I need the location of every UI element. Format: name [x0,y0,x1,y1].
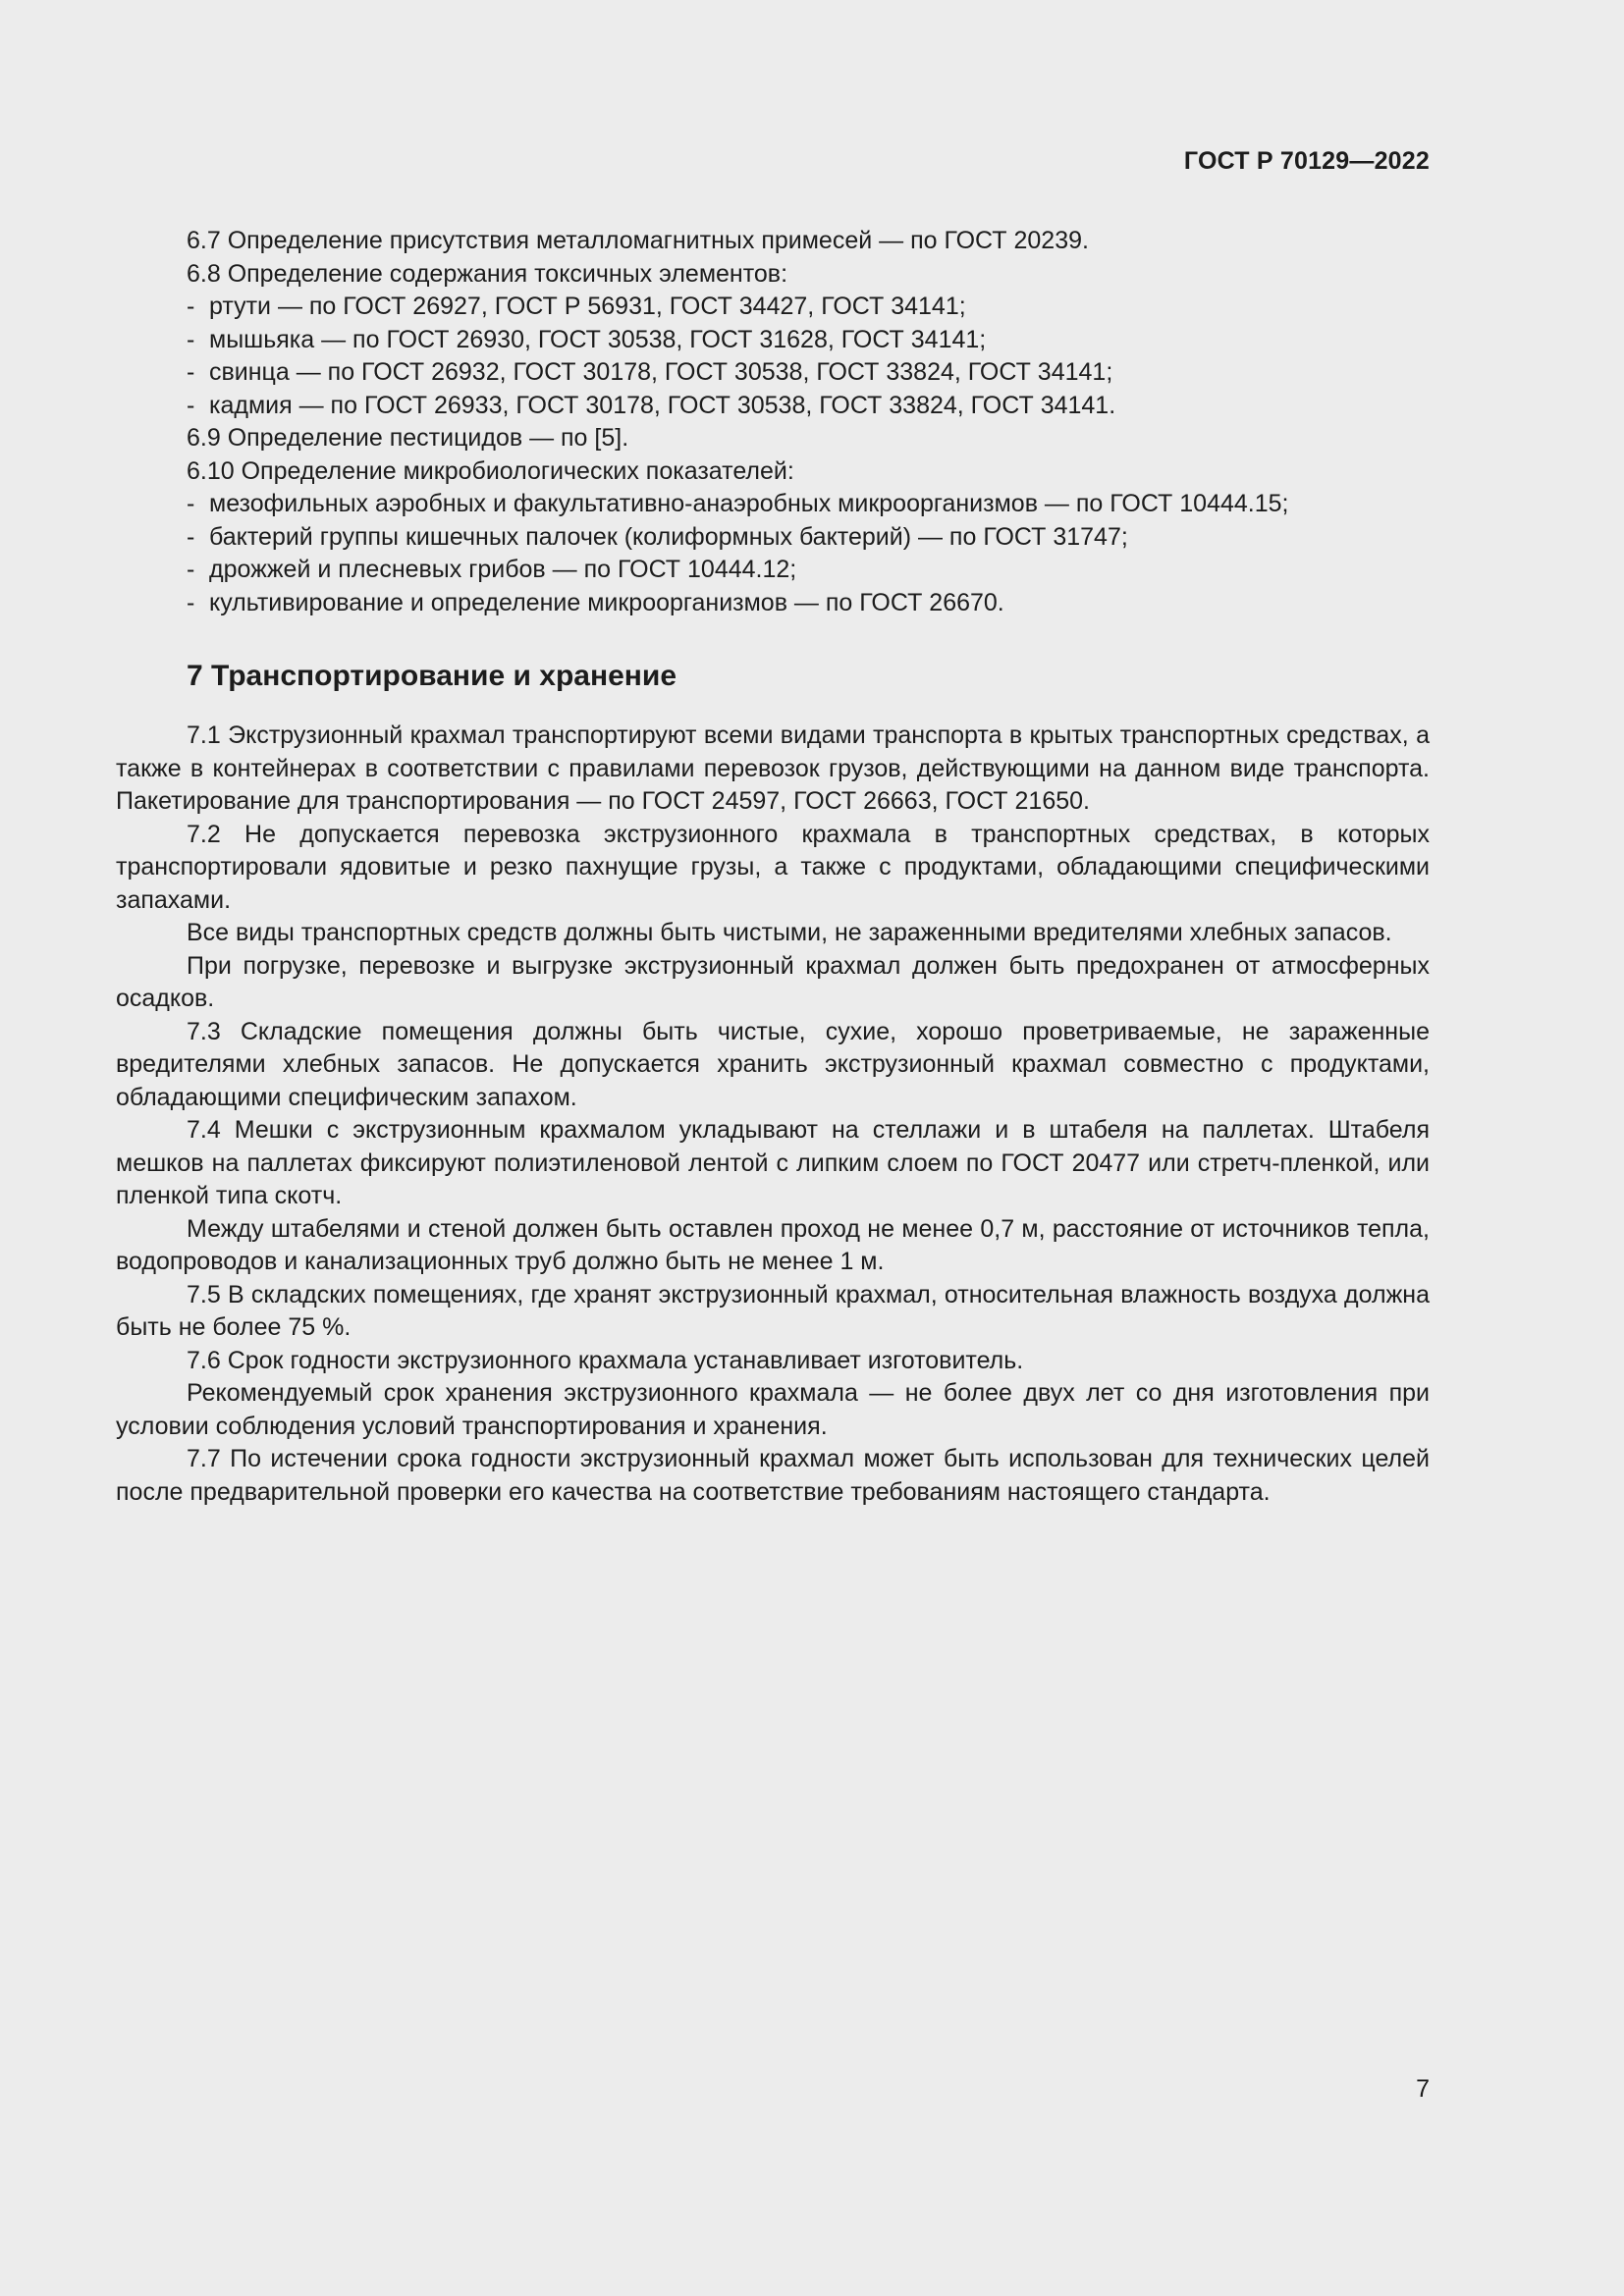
paragraph: Рекомендуемый срок хранения экструзионного крахмала — не более двух лет со дня изготовления при условии соблюдения условий транспортирования и хранения. [116,1379,1430,1440]
clause-7-2: 7.2 Не допускается перевозка экструзионного крахмала в транспортных средствах, в которых транспортировали ядовитые и резко пахнущие грузы, а также с продуктами, обладающими специфическими запахами. [116,820,1430,914]
document-code: ГОСТ Р 70129—2022 [1183,147,1430,175]
section-7-body [116,720,1430,1509]
clause-7-6: 7.6 Срок годности экструзионного крахмала устанавливает изготовитель. [187,1346,1024,1374]
clause-6-7: 6.7 Определение присутствия металломагнитных примесей — по ГОСТ 20239. [187,227,1089,254]
clause-6-10: 6.10 Определение микробиологических показателей: [187,456,794,485]
dash-mark: - [187,490,195,517]
clause-7-1: 7.1 Экструзионный крахмал транспортируют всеми видами транспорта в крытых транспортных средствах, а также в контейнерах в соответствии с правилами перевозок грузов, действующими на данном виде транспорта. Пакетирование для транспортирования — по ГОСТ 24597, ГОСТ 26663, ГОСТ 21650. [116,721,1430,815]
list-item [116,587,1430,620]
list-item [116,488,1430,521]
list-item [116,324,1430,357]
page-number: 7 [1416,2075,1430,2103]
clause-7-7: 7.7 По истечении срока годности экструзионный крахмал может быть использован для технических целей после предварительной проверки его качества на соответствие требованиям настоящего стандарта. [116,1445,1430,1506]
clause-6-9: 6.9 Определение пестицидов — по [5]. [187,424,629,452]
list-item-text: мезофильных аэробных и факультативно-анаэробных микроорганизмов — по ГОСТ 10444.15; [209,490,1289,517]
list-item [116,291,1430,324]
list-item-text: кадмия — по ГОСТ 26933, ГОСТ 30178, ГОСТ 30538, ГОСТ 33824, ГОСТ 34141. [209,391,1116,419]
dash-mark: - [187,588,195,616]
section-6-tail [116,225,1430,619]
section-heading: 7 Транспортирование и хранение [187,660,677,692]
list-item-text: свинца — по ГОСТ 26932, ГОСТ 30178, ГОСТ 30538, ГОСТ 33824, ГОСТ 34141; [209,358,1113,386]
list-item [116,390,1430,423]
list-item [116,554,1430,587]
list-item [116,521,1430,555]
clause-7-4: 7.4 Мешки с экструзионным крахмалом укладывают на стеллажи и в штабеля на паллетах. Штабеля мешков на паллетах фиксируют полиэтиленовой лентой с липким слоем по ГОСТ 20477 или стретч-пленкой, или пленкой типа скотч. [116,1116,1430,1209]
list-item-text: ртути — по ГОСТ 26927, ГОСТ Р 56931, ГОСТ 34427, ГОСТ 34141; [209,293,966,320]
dash-mark: - [187,325,195,353]
list-item-text: мышьяка — по ГОСТ 26930, ГОСТ 30538, ГОСТ 31628, ГОСТ 34141; [209,325,987,353]
paragraph: Все виды транспортных средств должны быть чистыми, не зараженными вредителями хлебных запасов. [187,919,1392,946]
dash-mark: - [187,556,195,583]
paragraph: При погрузке, перевозке и выгрузке экструзионный крахмал должен быть предохранен от атмосферных осадков. [116,951,1430,1012]
clause-6-8: 6.8 Определение содержания токсичных элементов: [187,259,788,288]
dash-mark: - [187,522,195,551]
list-item [116,356,1430,390]
list-item-text: дрожжей и плесневых грибов — по ГОСТ 10444.12; [209,556,797,583]
dash-mark: - [187,358,195,386]
dash-mark: - [187,293,195,320]
paragraph: Между штабелями и стеной должен быть оставлен проход не менее 0,7 м, расстояние от источников тепла, водопроводов и канализационных труб должно быть не менее 1 м. [116,1214,1430,1275]
clause-7-3: 7.3 Складские помещения должны быть чистые, сухие, хорошо проветриваемые, не зараженные вредителями хлебных запасов. Не допускается хранить экструзионный крахмал совместно с продуктами, обладающими специфическим запахом. [116,1017,1430,1111]
list-item-text: бактерий группы кишечных палочек (колиформных бактерий) — по ГОСТ 31747; [209,522,1128,551]
dash-mark: - [187,391,195,419]
list-item-text: культивирование и определение микроорганизмов — по ГОСТ 26670. [209,588,1004,616]
clause-7-5: 7.5 В складских помещениях, где хранят экструзионный крахмал, относительная влажность воздуха должна быть не более 75 %. [116,1280,1430,1341]
